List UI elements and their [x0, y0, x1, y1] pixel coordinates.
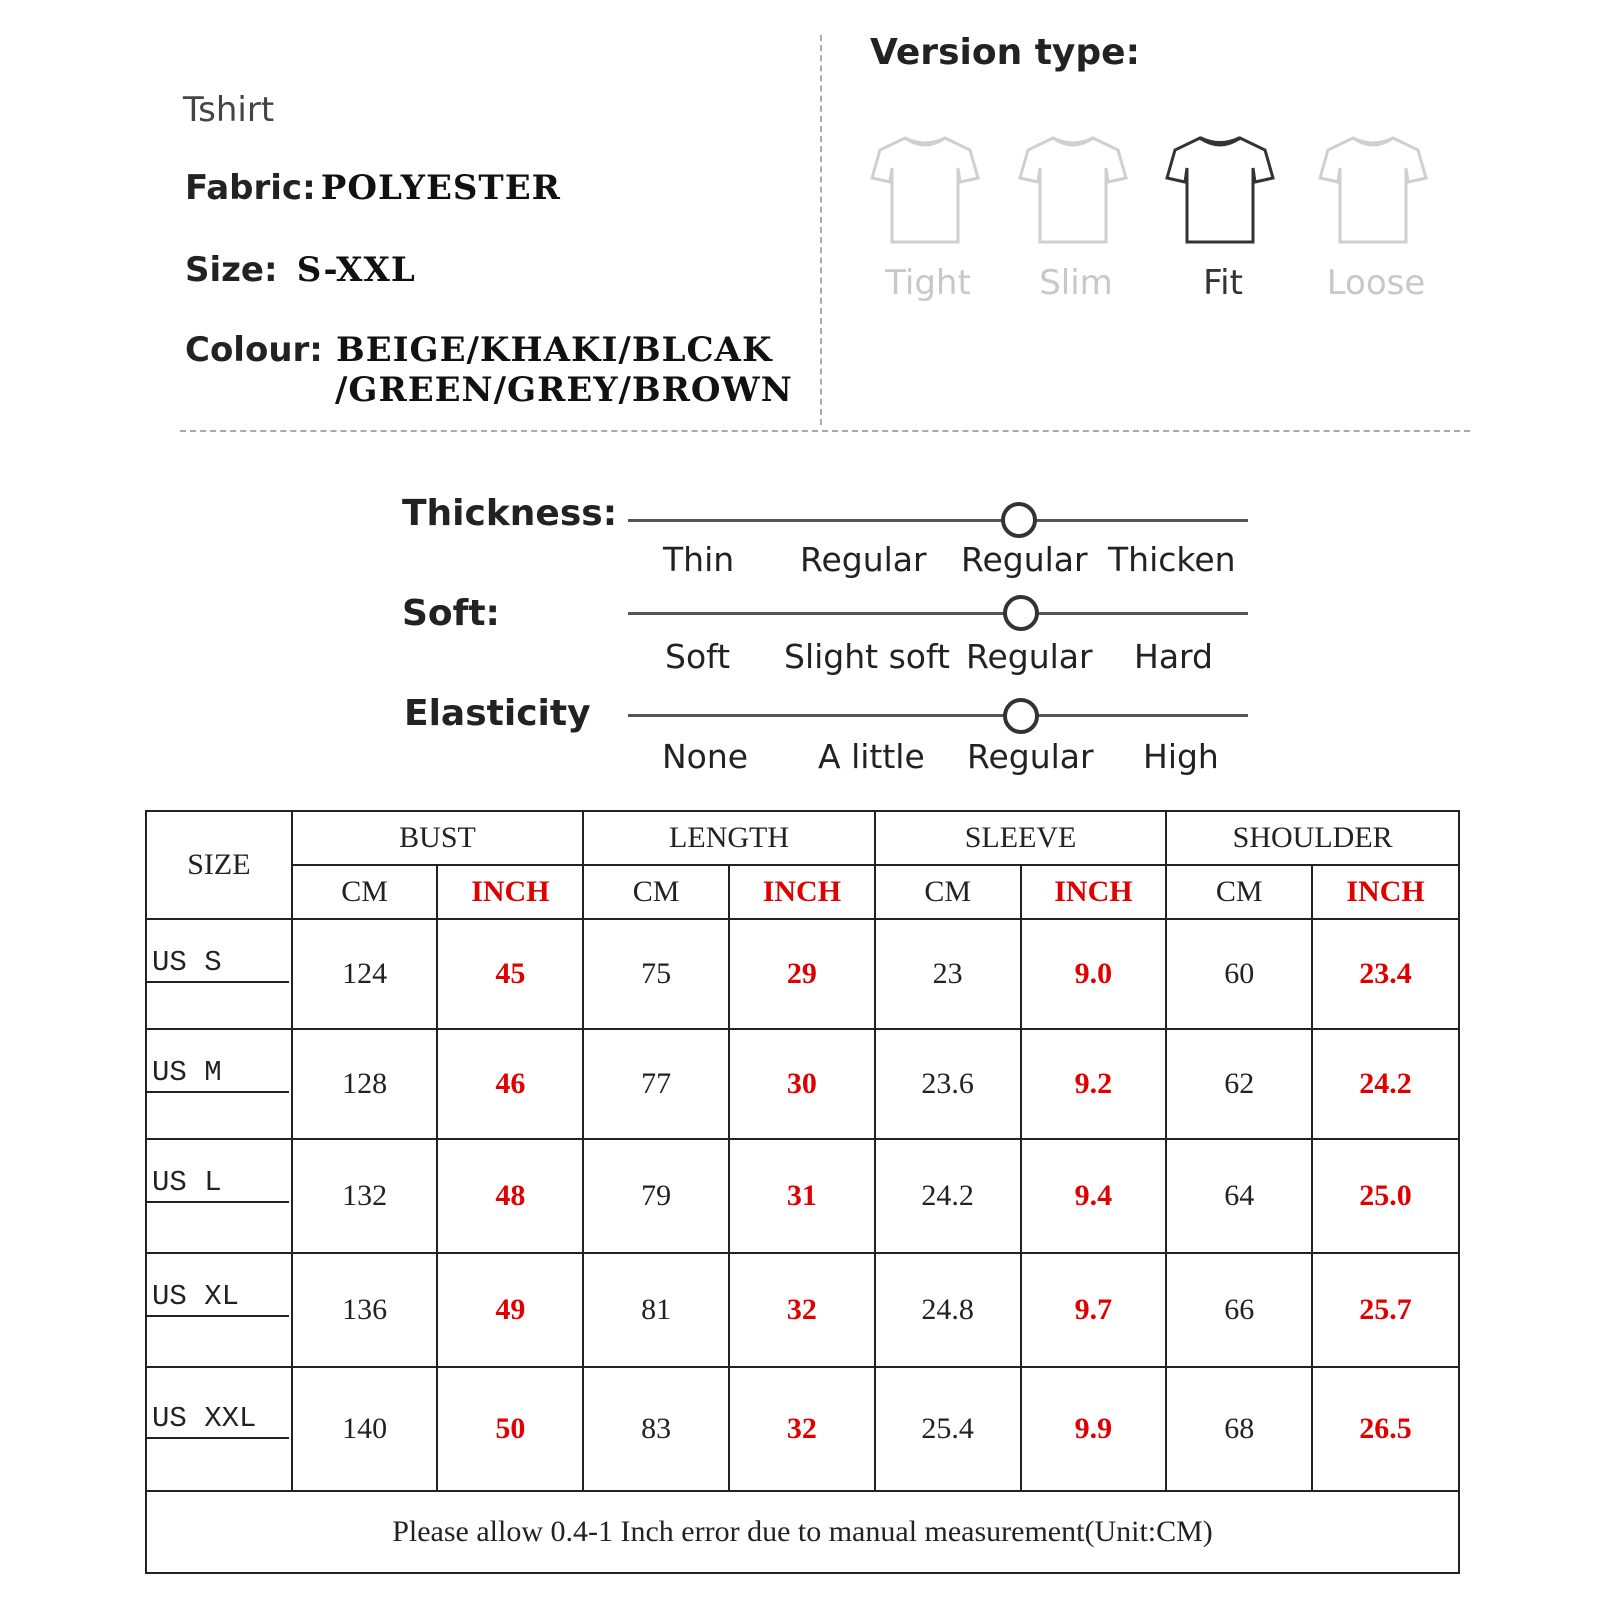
size-label: Size:	[185, 250, 278, 290]
soft-scale	[628, 612, 1248, 615]
bust-cm-cell: 128	[292, 1029, 438, 1139]
fabric-label: Fabric:	[185, 168, 316, 208]
sleeve-cm-cell: 24.2	[875, 1139, 1021, 1253]
length-cm-header: CM	[583, 865, 729, 919]
size-chart-table	[145, 810, 1460, 1574]
thickness-option-thicken: Thicken	[1108, 540, 1236, 579]
thickness-label: Thickness:	[402, 493, 618, 534]
version-title: Version type:	[870, 32, 1140, 73]
length-cm-cell: 81	[583, 1253, 729, 1367]
table-row	[146, 1367, 1459, 1491]
thickness-option-regular-2: Regular	[961, 540, 1088, 579]
sleeve-cm-cell: 23.6	[875, 1029, 1021, 1139]
bust-cm-cell: 124	[292, 919, 438, 1029]
shoulder-cm-header: CM	[1166, 865, 1312, 919]
soft-option-hard: Hard	[1134, 637, 1213, 676]
version-slim-label: Slim	[1039, 263, 1113, 303]
soft-option-slight-soft: Slight soft	[784, 637, 950, 676]
shoulder-cm-cell: 62	[1166, 1029, 1312, 1139]
size-cell: US S	[147, 920, 289, 983]
soft-label: Soft:	[402, 593, 500, 634]
bust-cm-cell: 132	[292, 1139, 438, 1253]
bust-cm-cell: 136	[292, 1253, 438, 1367]
bust-inch-cell: 49	[437, 1253, 583, 1367]
version-fit-label: Fit	[1203, 263, 1243, 303]
bust-cm-header: CM	[292, 865, 438, 919]
fabric-row	[185, 168, 561, 208]
size-row	[185, 250, 416, 290]
size-header: SIZE	[146, 811, 292, 919]
sleeve-inch-cell: 9.4	[1021, 1139, 1167, 1253]
length-inch-cell: 30	[729, 1029, 875, 1139]
length-cm-cell: 83	[583, 1367, 729, 1491]
bust-inch-cell: 50	[437, 1367, 583, 1491]
length-inch-cell: 29	[729, 919, 875, 1029]
size-cell: US M	[147, 1030, 289, 1093]
shoulder-cm-cell: 68	[1166, 1367, 1312, 1491]
sleeve-inch-cell: 9.7	[1021, 1253, 1167, 1367]
soft-option-regular: Regular	[966, 637, 1093, 676]
thickness-indicator	[1001, 502, 1037, 538]
sleeve-cm-cell: 24.8	[875, 1253, 1021, 1367]
size-value: S-XXL	[296, 250, 416, 290]
sleeve-inch-cell: 9.9	[1021, 1367, 1167, 1491]
bust-inch-cell: 46	[437, 1029, 583, 1139]
length-inch-cell: 31	[729, 1139, 875, 1253]
tshirt-tight-icon	[870, 130, 980, 250]
shoulder-cm-cell: 60	[1166, 919, 1312, 1029]
sleeve-header: SLEEVE	[875, 811, 1167, 865]
length-cm-cell: 79	[583, 1139, 729, 1253]
shoulder-header: SHOULDER	[1166, 811, 1459, 865]
table-header-row	[146, 811, 1459, 865]
size-cell: US XL	[147, 1254, 289, 1317]
tshirt-slim-icon	[1018, 130, 1128, 250]
shoulder-inch-cell: 23.4	[1312, 919, 1459, 1029]
fabric-value: POLYESTER	[320, 168, 561, 208]
table-row	[146, 1139, 1459, 1253]
length-inch-header: INCH	[729, 865, 875, 919]
shoulder-inch-header: INCH	[1312, 865, 1459, 919]
colour-row	[185, 330, 773, 370]
tshirt-fit-icon	[1165, 130, 1275, 250]
colour-label: Colour:	[185, 330, 323, 370]
shoulder-inch-cell: 24.2	[1312, 1029, 1459, 1139]
horizontal-divider	[180, 430, 1470, 432]
shoulder-inch-cell: 25.7	[1312, 1253, 1459, 1367]
thickness-option-regular-1: Regular	[800, 540, 927, 579]
version-tight-label: Tight	[885, 263, 971, 303]
elasticity-label: Elasticity	[404, 693, 591, 734]
table-row	[146, 1253, 1459, 1367]
table-row	[146, 919, 1459, 1029]
shoulder-inch-cell: 25.0	[1312, 1139, 1459, 1253]
sleeve-cm-cell: 23	[875, 919, 1021, 1029]
length-cm-cell: 75	[583, 919, 729, 1029]
vertical-divider	[820, 35, 822, 425]
elasticity-option-high: High	[1143, 737, 1219, 776]
thickness-option-thin: Thin	[663, 540, 735, 579]
shoulder-inch-cell: 26.5	[1312, 1367, 1459, 1491]
table-row	[146, 1029, 1459, 1139]
sleeve-inch-header: INCH	[1021, 865, 1167, 919]
sleeve-inch-cell: 9.2	[1021, 1029, 1167, 1139]
elasticity-option-a-little: A little	[818, 737, 925, 776]
elasticity-scale	[628, 714, 1248, 717]
size-cell: US XXL	[147, 1368, 289, 1439]
shoulder-cm-cell: 66	[1166, 1253, 1312, 1367]
version-loose-label: Loose	[1326, 263, 1426, 303]
size-cell: US L	[147, 1140, 289, 1203]
elasticity-option-none: None	[662, 737, 749, 776]
measurement-note: Please allow 0.4-1 Inch error due to manual measurement(Unit:CM)	[146, 1491, 1459, 1573]
table-unit-row	[146, 865, 1459, 919]
sleeve-cm-header: CM	[875, 865, 1021, 919]
sleeve-inch-cell: 9.0	[1021, 919, 1167, 1029]
soft-option-soft: Soft	[665, 637, 731, 676]
length-header: LENGTH	[583, 811, 875, 865]
length-inch-cell: 32	[729, 1367, 875, 1491]
bust-inch-header: INCH	[437, 865, 583, 919]
thickness-scale	[628, 519, 1248, 522]
colour-value-line1: BEIGE/KHAKI/BLCAK	[336, 330, 773, 370]
length-cm-cell: 77	[583, 1029, 729, 1139]
soft-indicator	[1003, 595, 1039, 631]
bust-inch-cell: 48	[437, 1139, 583, 1253]
bust-inch-cell: 45	[437, 919, 583, 1029]
product-name: Tshirt	[183, 90, 275, 130]
length-inch-cell: 32	[729, 1253, 875, 1367]
bust-cm-cell: 140	[292, 1367, 438, 1491]
colour-value-line2: /GREEN/GREY/BROWN	[335, 370, 793, 410]
table-note-row	[146, 1491, 1459, 1573]
sleeve-cm-cell: 25.4	[875, 1367, 1021, 1491]
shoulder-cm-cell: 64	[1166, 1139, 1312, 1253]
tshirt-loose-icon	[1318, 130, 1428, 250]
elasticity-option-regular: Regular	[967, 737, 1094, 776]
elasticity-indicator	[1003, 698, 1039, 734]
bust-header: BUST	[292, 811, 584, 865]
